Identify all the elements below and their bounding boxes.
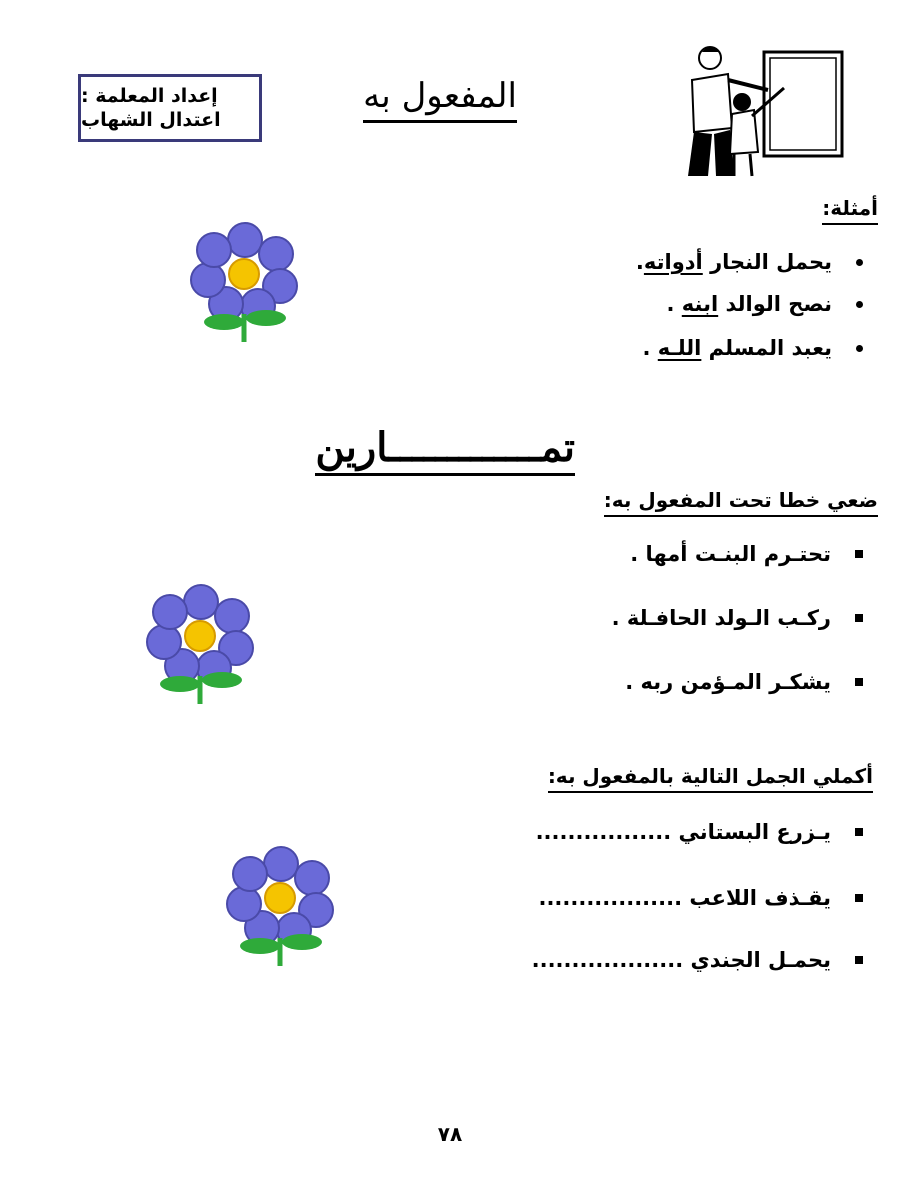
- object-word: اللـه: [657, 336, 702, 360]
- bullet-icon: [856, 345, 863, 352]
- bullet-icon: [856, 301, 863, 308]
- bullet-icon: [855, 828, 863, 836]
- flower-icon: [180, 218, 310, 348]
- exercise-item: يقـذف اللاعب ..................: [538, 886, 863, 910]
- example-item: يعبد المسلم اللـه .: [642, 336, 863, 360]
- exercises-title: تمـــــــــــــارين: [360, 424, 575, 471]
- object-word: ابنه: [681, 292, 719, 316]
- examples-heading: أمثلة:: [822, 196, 878, 220]
- bullet-icon: [855, 550, 863, 558]
- exercise-item: يـزرع البستاني .................: [536, 820, 863, 844]
- author-box: [78, 74, 262, 142]
- flower-icon: [216, 842, 346, 972]
- bullet-icon: [855, 894, 863, 902]
- exercise-item: ركـب الـولد الحافـلة .: [612, 606, 863, 630]
- part1-heading: ضعي خطا تحت المفعول به:: [604, 488, 878, 512]
- page-title: المفعول به: [340, 76, 540, 116]
- bullet-icon: [856, 259, 863, 266]
- flower-icon: [136, 580, 266, 710]
- page-number: ٧٨: [437, 1122, 463, 1146]
- teacher-board-illustration: [672, 40, 848, 178]
- exercise-item: يحمـل الجندي ...................: [532, 948, 863, 972]
- object-word: أدواته: [643, 250, 703, 274]
- author-label: إعداد المعلمة :: [81, 85, 218, 107]
- exercise-item: تحتـرم البنـت أمها .: [630, 542, 863, 566]
- part2-heading: أكملي الجمل التالية بالمفعول به:: [548, 764, 873, 788]
- example-item: يحمل النجار أدواته.: [636, 250, 863, 274]
- exercise-item: يشكـر المـؤمن ربه .: [625, 670, 863, 694]
- bullet-icon: [855, 956, 863, 964]
- bullet-icon: [855, 678, 863, 686]
- example-item: نصح الوالد ابنه .: [666, 292, 863, 316]
- bullet-icon: [855, 614, 863, 622]
- author-name: اعتدال الشهاب: [81, 109, 221, 131]
